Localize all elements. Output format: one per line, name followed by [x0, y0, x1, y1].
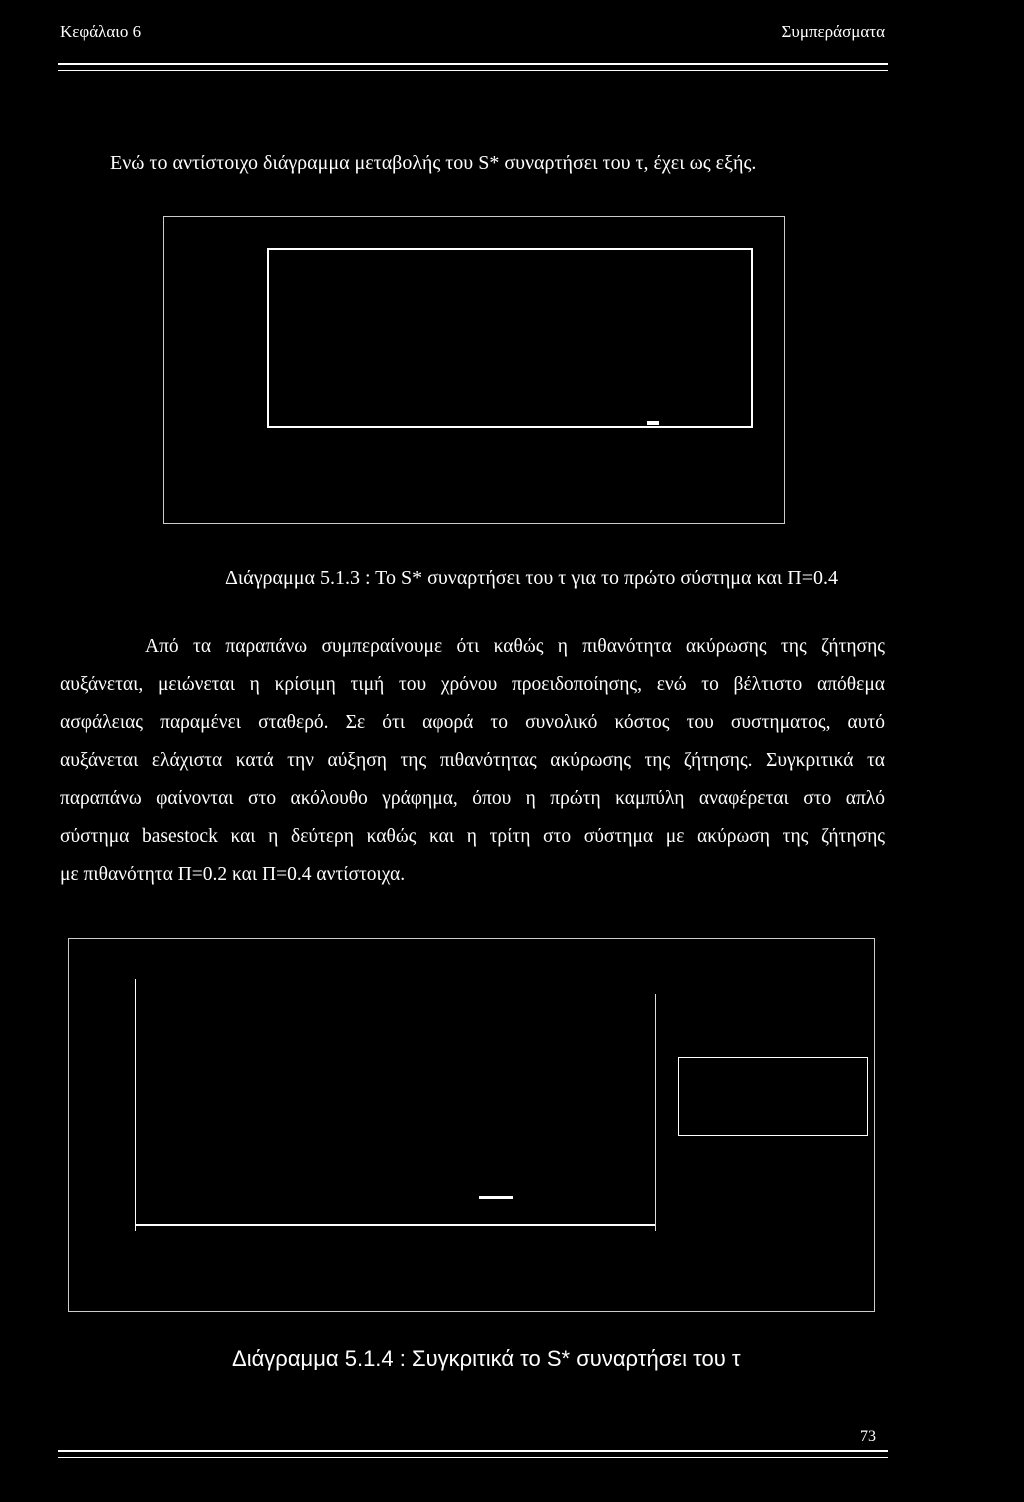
figure-1-caption: Διάγραμμα 5.1.3 : Το S* συναρτήσει του τ για το πρώτο σύστημα και Π=0.4 [225, 567, 838, 589]
figure-1-frame [163, 216, 785, 524]
figure-2-right-edge [655, 994, 656, 1231]
paragraph-line: σύστημα basestock και η δεύτερη καθώς και η τρίτη στο σύστημα με ακύρωση της ζήτησης [60, 826, 885, 847]
section-header: Συμπεράσματα [781, 22, 885, 41]
chapter-header: Κεφάλαιο 6 [60, 22, 142, 41]
intro-text: Ενώ το αντίστοιχο διάγραμμα μεταβολής του S* συναρτήσει του τ, έχει ως εξής. [110, 152, 757, 174]
figure-2-x-axis [135, 1224, 655, 1226]
figure-2-caption: Διάγραμμα 5.1.4 : Συγκριτικά το S* συναρτήσει του τ [232, 1346, 741, 1371]
figure-1-data-mark [647, 421, 659, 425]
figure-2-legend [678, 1057, 868, 1136]
figure-1-plot-area [267, 248, 753, 428]
figure-2-data-mark [479, 1196, 513, 1199]
header-rule [58, 63, 888, 71]
paragraph-line: αυξάνεται, μειώνεται η κρίσιμη τιμή του χρόνου προειδοποίησης, ενώ το βέλτιστο απόθεμα [60, 674, 885, 695]
paragraph-line: Από τα παραπάνω συμπεραίνουμε ότι καθώς η πιθανότητα ακύρωσης της ζήτησης [145, 636, 885, 657]
paragraph-line: αυξάνεται ελάχιστα κατά την αύξηση της πιθανότητας ακύρωσης της ζήτησης. Συγκριτικά τα [60, 750, 885, 771]
footer-rule [58, 1450, 888, 1458]
page-number: 73 [860, 1428, 876, 1445]
paragraph-line: παραπάνω φαίνονται στο ακόλουθο γράφημα, όπου η πρώτη καμπύλη αναφέρεται στο απλό [60, 788, 885, 809]
paragraph-line: ασφάλειας παραμένει σταθερό. Σε ότι αφορά το συνολικό κόστος του συστηματος, αυτό [60, 712, 885, 733]
paragraph-line: με πιθανότητα Π=0.2 και Π=0.4 αντίστοιχα. [60, 864, 406, 885]
body-paragraph [60, 628, 885, 894]
figure-2-y-axis [135, 979, 136, 1231]
figure-2-frame [68, 938, 875, 1312]
